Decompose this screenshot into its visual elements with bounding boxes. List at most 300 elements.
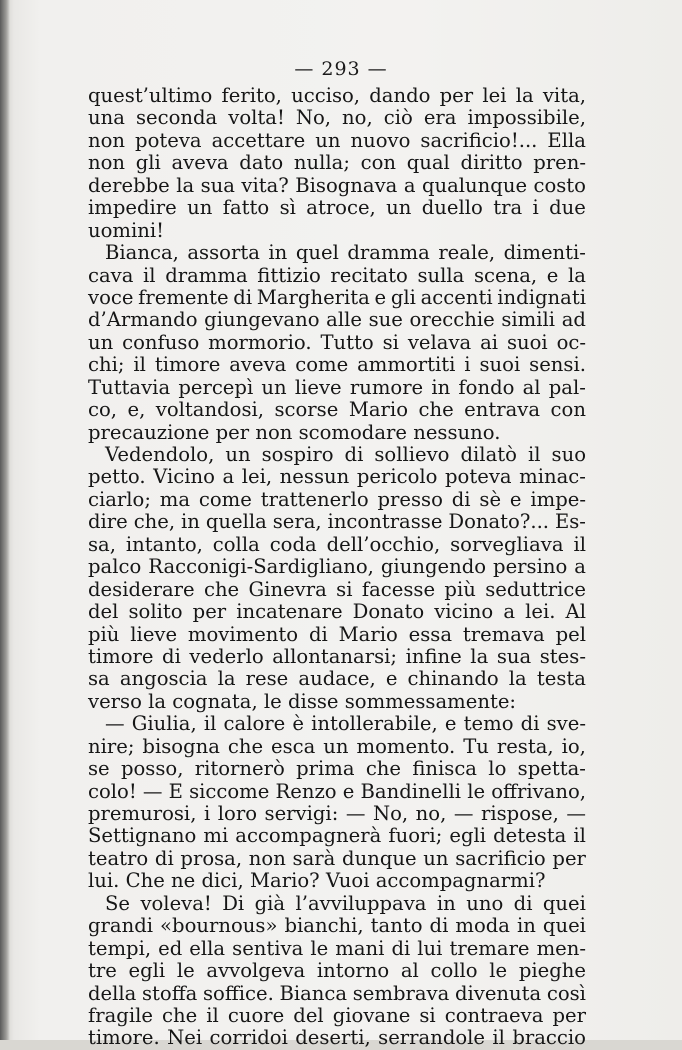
word: un — [225, 443, 251, 466]
word: in — [436, 891, 456, 915]
word: no, — [342, 106, 373, 130]
word: sè — [479, 487, 502, 511]
word: avvolgeva — [206, 959, 306, 983]
word: assorta — [187, 241, 260, 265]
word: io, — [561, 734, 586, 758]
word: Es- — [554, 510, 586, 534]
word: qual — [406, 151, 450, 175]
word: — — [453, 802, 474, 825]
word: Margherita — [256, 285, 370, 309]
word: impe- — [530, 487, 586, 511]
word: fremente — [138, 285, 229, 309]
word: E — [168, 779, 183, 803]
word: la — [217, 667, 236, 691]
text-line — [88, 983, 586, 1005]
text-line — [88, 354, 586, 376]
word: aveva — [229, 353, 287, 377]
word: detesta — [493, 824, 567, 848]
word: dell’occhio, — [326, 532, 441, 556]
text-line — [88, 736, 586, 758]
word: i — [532, 196, 539, 220]
word: dramma — [347, 241, 430, 265]
word: confuso — [122, 330, 200, 354]
word: per — [552, 846, 586, 870]
word: a — [574, 555, 586, 579]
word: rumore — [349, 375, 424, 399]
word: quest’ultimo — [88, 84, 213, 107]
word: per — [552, 1003, 586, 1027]
text-line — [88, 960, 586, 982]
word: sentiva — [232, 936, 304, 960]
word: in — [268, 241, 288, 265]
word: mormorio. — [208, 330, 312, 354]
word: spetta- — [517, 757, 586, 781]
word: lo — [488, 757, 507, 781]
word: un — [386, 196, 412, 220]
word: non — [88, 151, 126, 175]
text-line — [88, 197, 586, 219]
word: in — [517, 914, 536, 938]
word: lei — [482, 84, 507, 107]
word: Vicino — [153, 465, 215, 489]
word: qualunque — [421, 173, 528, 197]
word: Renzo — [275, 779, 337, 803]
word: si — [382, 330, 399, 354]
text-line — [88, 511, 586, 533]
word: gli — [390, 285, 416, 309]
text-line — [88, 309, 586, 331]
word: per — [439, 84, 474, 107]
text-line — [88, 466, 586, 488]
word: stoffa — [142, 981, 198, 1005]
word: un — [315, 128, 341, 152]
text-line — [88, 938, 586, 960]
word: — — [566, 802, 586, 825]
word: non — [88, 128, 126, 152]
word: ammortiti — [357, 353, 456, 377]
word: colla — [212, 532, 260, 556]
text-line — [88, 534, 586, 556]
word: Se — [105, 891, 131, 915]
word: di — [451, 487, 471, 511]
word: orecchie — [409, 308, 495, 332]
word: corridoi — [209, 1026, 288, 1050]
text-line — [88, 1005, 586, 1027]
word: la — [567, 263, 586, 287]
word: indignati — [497, 285, 586, 309]
word: moda — [455, 914, 510, 938]
text-line — [88, 579, 586, 601]
word: minac- — [519, 465, 586, 489]
word: no, — [415, 802, 447, 825]
word: scorse — [274, 398, 339, 422]
word: sensi. — [529, 353, 586, 377]
word: Tutto — [320, 330, 374, 354]
page-binding-shadow — [0, 0, 10, 1040]
word: quella — [205, 510, 267, 534]
word: il — [143, 263, 156, 287]
word: dramma — [165, 263, 248, 287]
word: dilatò — [460, 443, 517, 466]
word: ed — [158, 936, 183, 960]
word: sì — [279, 196, 296, 220]
word: accettare — [211, 128, 306, 152]
word: al — [400, 959, 419, 983]
word: la — [470, 644, 489, 668]
word: di — [513, 891, 533, 915]
word: accompagnerà — [235, 824, 382, 848]
word: lieve — [294, 375, 342, 399]
text-line — [88, 332, 586, 354]
word: accenti — [420, 285, 493, 309]
text-line — [88, 489, 586, 511]
text-line — [88, 130, 586, 152]
word: impossibile, — [467, 106, 586, 130]
word: della — [88, 981, 137, 1005]
word: aveva — [171, 151, 229, 175]
word: persino — [493, 555, 568, 579]
word: in — [431, 375, 451, 399]
word: soffice. — [202, 981, 274, 1005]
word: il — [573, 824, 586, 848]
word: simili — [501, 308, 556, 332]
word: seconda — [135, 106, 218, 130]
word: ucciso, — [291, 84, 361, 107]
word: sacrificio!... — [420, 128, 538, 152]
text-line — [88, 803, 586, 825]
word: serrandole — [378, 1026, 486, 1050]
word: dando — [369, 84, 431, 107]
word: Mario — [338, 622, 398, 646]
word: nulla; — [293, 151, 350, 175]
word: giungevano — [204, 308, 320, 332]
word: chinando — [407, 667, 499, 691]
word: atroce, — [306, 196, 376, 220]
word: temo — [463, 712, 514, 736]
word: così — [546, 981, 586, 1005]
word: facesse — [361, 577, 436, 601]
word: che — [365, 757, 402, 781]
text-line — [88, 175, 586, 197]
word: voleva! — [140, 891, 212, 915]
word: siccome — [189, 779, 270, 803]
word: Nei — [167, 1026, 203, 1050]
word: le — [176, 959, 195, 983]
word: è — [292, 712, 304, 736]
word: Di — [222, 891, 245, 915]
word: costo — [533, 173, 586, 197]
word: in — [181, 510, 200, 534]
text-line — [88, 377, 586, 399]
word: egli — [449, 824, 487, 848]
word: intorno — [316, 959, 390, 983]
word: — — [142, 779, 163, 803]
word: alle — [326, 308, 362, 332]
word: di — [233, 285, 253, 309]
word: — — [345, 802, 366, 825]
word: e — [444, 712, 457, 736]
word: che — [418, 398, 454, 422]
text-line — [88, 624, 586, 646]
word: vicino — [434, 600, 494, 624]
word: ella — [189, 936, 226, 960]
word: incontrasse — [327, 510, 443, 534]
text-line — [88, 601, 586, 623]
word: cuore — [227, 1003, 285, 1027]
word: di — [520, 712, 540, 736]
word: solito — [128, 600, 183, 624]
word: di — [308, 622, 328, 646]
text-line: lui. Che ne dici, Mario? Vuoi accompagnarmi? — [88, 869, 546, 893]
word: il — [133, 353, 146, 377]
word: impedire — [88, 196, 177, 220]
word: offrivano, — [491, 779, 586, 803]
word: sarà — [292, 846, 336, 870]
word: resta, — [496, 734, 554, 758]
word: a — [503, 600, 515, 624]
word: Giulia, — [131, 712, 197, 736]
word: «bournous» — [160, 914, 278, 938]
word: se — [88, 757, 110, 781]
text-line — [88, 713, 586, 735]
word: scena, — [473, 263, 538, 287]
word: rispose, — [480, 802, 559, 825]
word: pieghe — [518, 959, 586, 983]
text-line — [88, 915, 586, 937]
text-line — [88, 825, 586, 847]
word: le — [489, 959, 508, 983]
word: Ginevra — [248, 577, 327, 601]
word: del — [293, 1003, 324, 1027]
word: velava — [407, 330, 472, 354]
text-line — [88, 85, 586, 107]
page-number: — 293 — — [294, 58, 388, 80]
word: fatto — [222, 196, 270, 220]
word: sua — [200, 173, 235, 197]
word: timore. — [88, 1026, 160, 1050]
word: prosa, — [180, 846, 243, 870]
word: Tuttavia — [88, 375, 171, 399]
word: come — [295, 353, 349, 377]
word: vita? — [241, 173, 289, 197]
word: più — [88, 622, 120, 646]
word: sospiro — [261, 443, 334, 466]
word: sollievo — [374, 443, 450, 466]
word: e, — [127, 398, 146, 422]
text-line — [88, 287, 586, 309]
word: essa — [408, 622, 453, 646]
word: divenuta — [454, 981, 542, 1005]
word: il — [573, 532, 586, 556]
word: un — [423, 846, 449, 870]
word: e — [385, 667, 398, 691]
word: teatro — [88, 846, 149, 870]
word: colo! — [88, 779, 137, 803]
word: di — [391, 936, 411, 960]
word: il — [527, 443, 541, 466]
word: poteva — [135, 128, 202, 152]
text-line — [88, 668, 586, 690]
word: giovane — [332, 1003, 411, 1027]
word: No, — [372, 802, 409, 825]
word: vederlo — [189, 644, 264, 668]
word: quel — [295, 241, 339, 265]
word: voce — [88, 285, 134, 309]
word: suoi — [506, 330, 548, 354]
word: Donato — [352, 600, 425, 624]
word: Racconigi-Sardigliano, — [148, 555, 374, 579]
word: suo — [551, 443, 586, 466]
word: duello — [421, 196, 483, 220]
word: prima — [296, 757, 355, 781]
word: poteva — [445, 465, 512, 489]
word: a — [403, 173, 416, 197]
word: che — [227, 734, 264, 758]
word: recitato — [330, 263, 408, 287]
word: finisca — [412, 757, 477, 781]
word: presso — [377, 487, 443, 511]
word: quei — [542, 914, 586, 938]
word: sve- — [546, 712, 586, 736]
word: momento. — [356, 734, 456, 758]
word: sue — [368, 308, 403, 332]
word: di — [344, 443, 364, 466]
text-line — [88, 399, 586, 421]
word: ritornerò — [194, 757, 285, 781]
word: che — [162, 1003, 198, 1027]
word: e — [509, 487, 522, 511]
word: si — [336, 577, 353, 601]
word: tanto — [370, 914, 423, 938]
word: le — [310, 936, 329, 960]
word: bisogna — [142, 734, 220, 758]
word: fittizio — [257, 263, 321, 287]
text-line — [88, 1027, 586, 1049]
word: di — [162, 644, 181, 668]
word: Vedendolo, — [105, 443, 215, 466]
word: timore — [88, 644, 154, 668]
word: quei — [542, 891, 586, 915]
word: deserti, — [295, 1026, 371, 1050]
word: sua — [496, 644, 532, 668]
text-line — [88, 556, 586, 578]
word: pel — [555, 622, 586, 646]
word: men- — [536, 936, 586, 960]
word: sorvegliava — [450, 532, 564, 556]
word: pal- — [548, 375, 586, 399]
word: servigi: — [264, 802, 339, 825]
word: palco — [88, 555, 142, 579]
word: che, — [133, 510, 176, 534]
word: nessun — [279, 465, 350, 489]
word: seduttrice — [485, 577, 586, 601]
word: fuori; — [388, 824, 443, 848]
word: non — [248, 846, 286, 870]
word: la — [508, 667, 527, 691]
word: intollerabile, — [311, 712, 438, 736]
word: sa, — [88, 532, 116, 556]
word: entrava — [464, 398, 541, 422]
word: Al — [565, 600, 586, 624]
word: premurosi, — [88, 802, 197, 825]
word: posso, — [120, 757, 184, 781]
word: e — [546, 263, 559, 287]
word: fondo — [458, 375, 515, 399]
word: pren- — [533, 151, 586, 175]
word: lui — [417, 936, 443, 960]
word: Mario — [348, 398, 408, 422]
word: voltandosi, — [155, 398, 264, 422]
word: al — [522, 375, 541, 399]
word: chi; — [88, 353, 125, 377]
word: trattenerlo — [260, 487, 369, 511]
word: vita, — [542, 84, 586, 107]
word: di — [429, 914, 449, 938]
word: ma — [159, 487, 191, 511]
word: Bianca — [279, 981, 348, 1005]
word: di — [154, 846, 174, 870]
text-line: verso la cognata, le disse sommessamente: — [88, 689, 517, 713]
word: con — [360, 151, 397, 175]
word: contraeva — [444, 1003, 544, 1027]
text-line — [88, 242, 586, 264]
word: tra — [493, 196, 523, 220]
word: Bandinelli — [360, 779, 462, 803]
word: sembrava — [352, 981, 450, 1005]
word: a — [222, 465, 235, 489]
word: Bisognava — [295, 173, 398, 197]
word: nire; — [88, 734, 135, 758]
word: come — [198, 487, 252, 511]
word: i — [203, 802, 211, 825]
word: pericolo — [356, 465, 438, 489]
word: dire — [88, 510, 128, 534]
text-line — [88, 758, 586, 780]
body-text — [88, 85, 586, 1050]
word: Tu — [463, 734, 489, 758]
word: co, — [88, 398, 117, 422]
word: era — [423, 106, 457, 130]
word: movimento — [187, 622, 299, 646]
word: grandi — [88, 914, 154, 938]
text-line: uomini! — [88, 218, 165, 242]
word: Settignano — [88, 824, 197, 848]
word: ferito, — [221, 84, 282, 107]
word: il — [206, 1003, 219, 1027]
word: oc- — [556, 330, 586, 354]
word: incatenare — [236, 600, 343, 624]
word: tempi, — [88, 936, 152, 960]
text-line: precauzione per non scomodare nessuno. — [88, 420, 501, 444]
word: esca — [271, 734, 316, 758]
word: un — [261, 375, 287, 399]
word: il — [492, 1026, 505, 1050]
word: gli — [135, 151, 161, 175]
word: loro — [217, 802, 257, 825]
word: una — [88, 106, 125, 130]
word: — — [105, 712, 125, 736]
word: fragile — [88, 1003, 153, 1027]
word: per — [192, 600, 227, 624]
word: petto. — [88, 465, 146, 489]
word: stes- — [539, 644, 586, 668]
word: braccio — [512, 1026, 586, 1050]
word: collo — [430, 959, 478, 983]
word: rese — [245, 667, 289, 691]
word: bianchi, — [284, 914, 364, 938]
word: nuovo — [350, 128, 411, 152]
word: allontanarsi; — [272, 644, 397, 668]
